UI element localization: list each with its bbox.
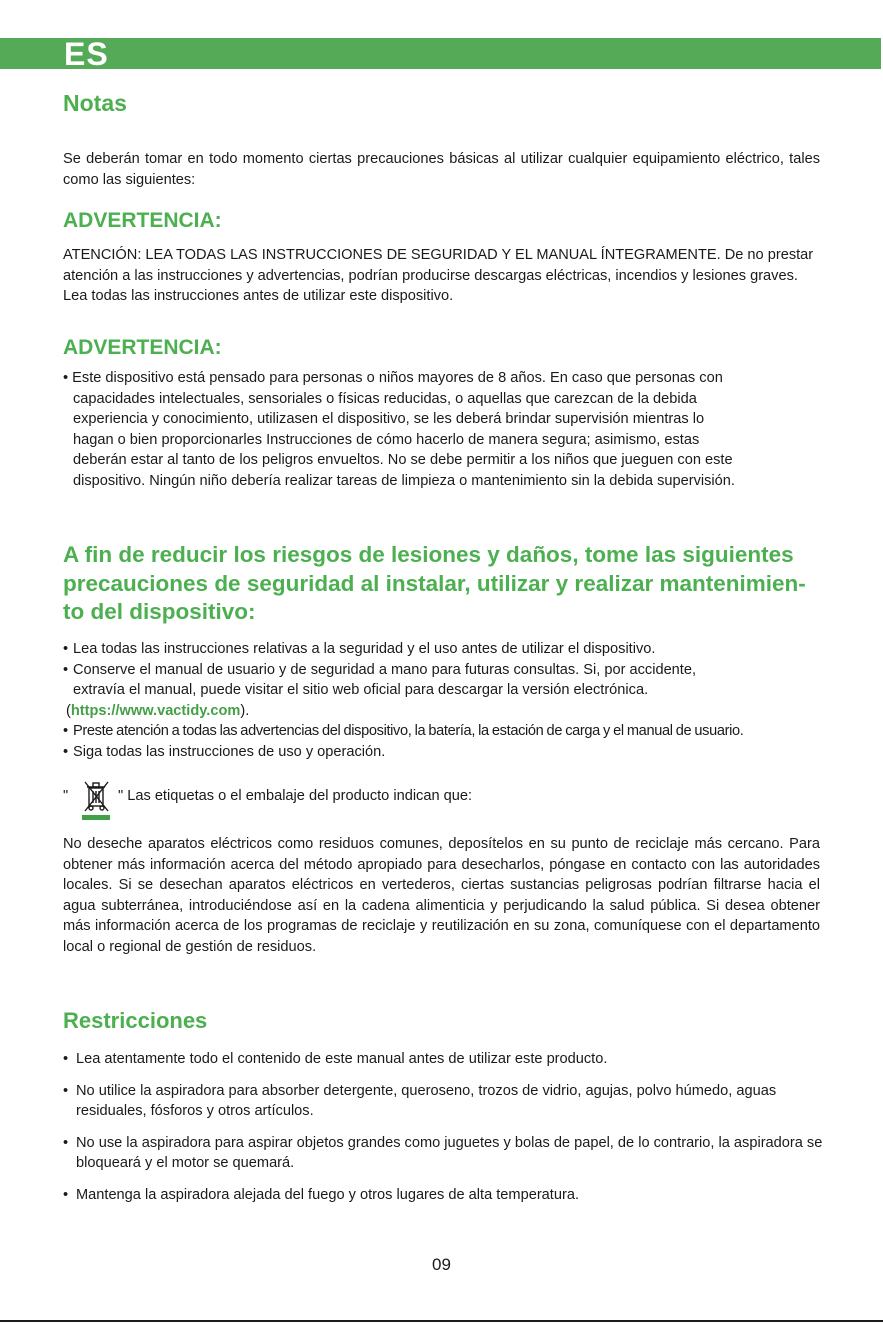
warning-line: experiencia y conocimiento, utilizasen el dispositivo, se les deberá brindar supervisión mientras lo xyxy=(73,411,705,427)
notes-heading: Notas xyxy=(63,90,127,116)
weee-text: " Las etiquetas o el embalaje del producto indican que: xyxy=(118,788,473,804)
warning-line: dispositivo. Ningún niño debería realizar tareas de limpieza o mantenimiento sin la debida supervisión. xyxy=(73,472,735,489)
list-item: • No use la aspiradora para aspirar objetos grandes como juguetes y bolas de papel, de lo contrario, la aspiradora se bloqueará y el motor se quemará. xyxy=(63,1133,823,1174)
restrictions-list xyxy=(63,1049,823,1216)
list-item: • Lea todas las instrucciones relativas a la seguridad y el uso antes de utilizar el dispositivo. xyxy=(63,639,823,660)
warning-line: • Este dispositivo está pensado para personas o niños mayores de 8 años. En caso que personas con xyxy=(63,370,723,386)
list-item: • Lea atentamente todo el contenido de este manual antes de utilizar este producto. xyxy=(63,1049,823,1070)
restrictions-heading: Restricciones xyxy=(63,1008,208,1033)
bottom-divider xyxy=(0,1320,883,1322)
language-code: ES xyxy=(64,36,109,72)
warning-text-1: ATENCIÓN: LEA TODAS LAS INSTRUCCIONES DE SEGURIDAD Y EL MANUAL ÍNTEGRAMENTE. De no prestar atención a las instrucciones y advertencias, podrían producirse descargas eléctricas, incendios y lesiones graves. Lea todas las instrucciones antes de utilizar este dispositivo. xyxy=(63,247,814,304)
disposal-paragraph: No deseche aparatos eléctricos como residuos comunes, deposítelos en su punto de reciclaje más cercano. Para obtener más información acerca del método apropiado para desecharlos, póngase en contacto con las autoridades locales. Si se desechan aparatos eléctricos en vertederos, ciertas sustancias peligrosas podrían filtrarse hacia el agua subterránea, introduciéndose así en la cadena alimenticia y perjudicando la salud pública. Si desea obtener más información acerca de los programas de reciclaje y reutilización en su zona, comuníquese con el departamento local o regional de gestión de residuos. xyxy=(63,836,820,955)
list-item-line: extravía el manual, puede visitar el sitio web oficial para descargar la versión electrónica. xyxy=(73,682,649,698)
list-item: • Siga todas las instrucciones de uso y operación. xyxy=(63,742,823,763)
weee-open-quote: " xyxy=(63,788,69,804)
safety-heading-line: precauciones de seguridad al instalar, utilizar y realizar mantenimien- xyxy=(63,570,806,596)
weee-notice xyxy=(63,778,583,822)
list-item: • No utilice la aspiradora para absorber detergente, queroseno, trozos de vidrio, agujas, polvo húmedo, aguas residuales, fósforos y otros artículos. xyxy=(63,1081,823,1122)
warning-heading-1: ADVERTENCIA: xyxy=(63,209,222,232)
safety-list xyxy=(63,639,823,762)
warning-line: capacidades intelectuales, sensoriales o físicas reducidas, o aquellas que carezcan de la debida xyxy=(73,390,697,407)
paren-open: ( xyxy=(66,702,71,719)
website-link[interactable]: https://www.vactidy.com xyxy=(70,702,241,719)
website-line xyxy=(63,701,823,722)
warning-text-2 xyxy=(63,368,833,491)
notes-intro: Se deberán tomar en todo momento ciertas precauciones básicas al utilizar cualquier equipamiento eléctrico, tales como las siguientes: xyxy=(63,151,820,188)
warning-line: hagan o bien proporcionarles Instrucciones de cómo hacerlo de manera segura; asimismo, estas xyxy=(73,431,700,448)
list-item xyxy=(63,660,823,701)
crossed-out-wheeled-bin-icon xyxy=(77,778,115,822)
safety-heading xyxy=(63,541,833,627)
list-item-line: • Conserve el manual de usuario y de seguridad a mano para futuras consultas. Si, por accidente, xyxy=(73,661,697,678)
list-item: • Mantenga la aspiradora alejada del fuego y otros lugares de alta temperatura. xyxy=(63,1185,823,1206)
safety-heading-line: A fin de reducir los riesgos de lesiones y daños, tome las siguientes xyxy=(63,542,794,567)
language-banner xyxy=(0,36,881,72)
list-item: • Preste atención a todas las advertencias del dispositivo, la batería, la estación de carga y el manual de usuario. xyxy=(63,721,823,742)
warning-line: deberán estar al tanto de los peligros envueltos. No se debe permitir a los niños que jueguen con este xyxy=(73,452,733,468)
page-number: 09 xyxy=(432,1255,451,1274)
paren-close: ). xyxy=(240,702,250,719)
warning-heading-2: ADVERTENCIA: xyxy=(63,336,222,359)
safety-heading-line: to del dispositivo: xyxy=(63,599,256,624)
